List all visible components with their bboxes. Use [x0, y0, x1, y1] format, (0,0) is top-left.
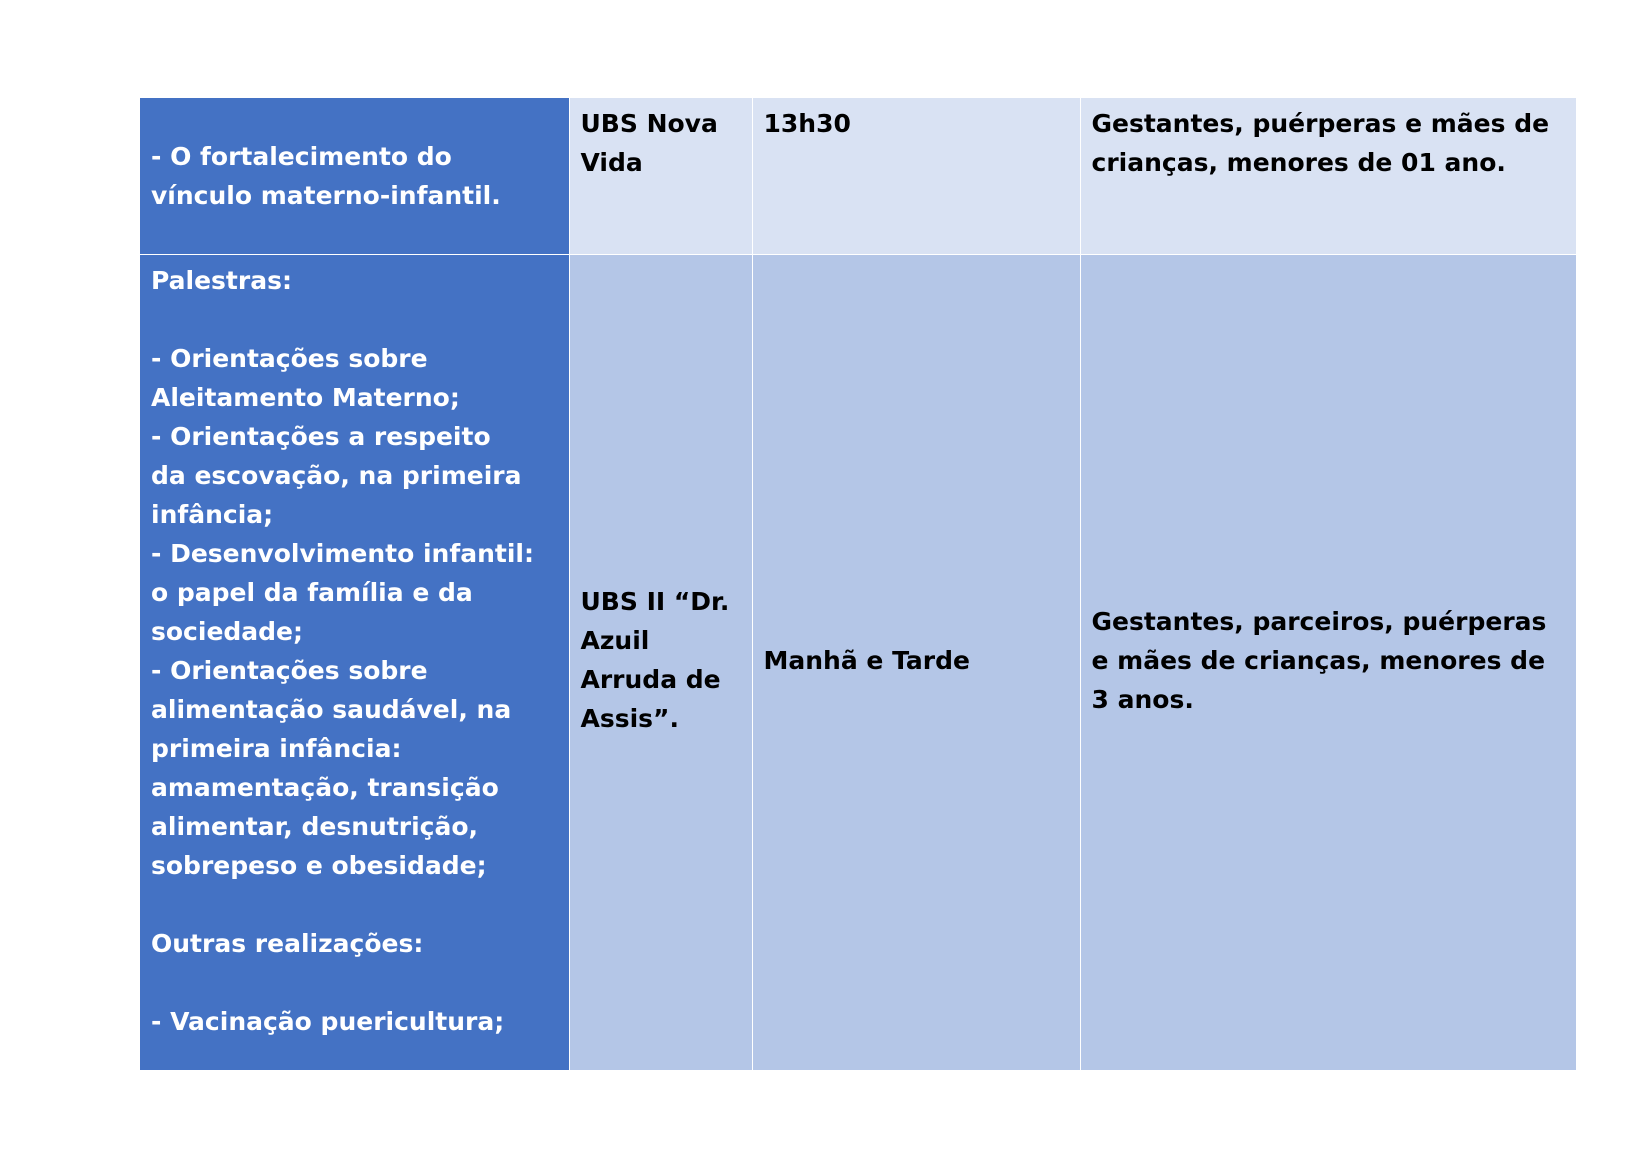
schedule-table — [140, 98, 1576, 1070]
table-row — [140, 254, 1576, 1070]
activity-line: infância; — [151, 499, 274, 529]
lectures-heading: Palestras: — [151, 265, 292, 295]
spacer — [151, 885, 558, 924]
audience-text: Gestantes, parceiros, puérperas e mães de crianças, menores de 3 anos. — [1091, 606, 1547, 714]
location-text: UBS II “Dr. Azuil Arruda de Assis”. — [580, 587, 730, 734]
activity-line: - Orientações sobre — [151, 343, 428, 373]
activity-line: - Orientações a respeito — [151, 421, 491, 451]
activity-line: alimentar, desnutrição, — [151, 811, 479, 841]
time-cell — [752, 254, 1080, 1070]
activity-line: amamentação, transição — [151, 772, 499, 802]
activity-line: - Desenvolvimento infantil: — [151, 538, 534, 568]
activity-line: - O fortalecimento do — [151, 141, 452, 171]
audience-text: Gestantes, puérperas e mães de crianças, menores de 01 ano. — [1091, 109, 1550, 177]
spacer — [151, 963, 558, 1002]
activity-line: - Orientações sobre — [151, 655, 428, 685]
activity-line: da escovação, na primeira — [151, 460, 522, 490]
other-heading: Outras realizações: — [151, 928, 424, 958]
location-text: UBS Nova Vida — [580, 109, 718, 177]
activity-line: - Vacinação puericultura; — [151, 1006, 505, 1036]
activity-line: Aleitamento Materno; — [151, 382, 460, 412]
activity-cell — [140, 254, 569, 1070]
audience-cell — [1080, 254, 1576, 1070]
spacer — [151, 300, 558, 339]
time-text: Manhã e Tarde — [763, 645, 970, 675]
activity-line: vínculo materno-infantil. — [151, 180, 501, 210]
activity-line: sobrepeso e obesidade; — [151, 850, 487, 880]
activity-line: alimentação saudável, na — [151, 694, 512, 724]
table-row — [140, 98, 1576, 254]
time-cell — [752, 98, 1080, 254]
activity-line: o papel da família e da — [151, 577, 473, 607]
activity-cell — [140, 98, 569, 254]
activity-line: sociedade; — [151, 616, 304, 646]
location-cell — [569, 98, 752, 254]
activity-line: primeira infância: — [151, 733, 402, 763]
time-text: 13h30 — [763, 109, 851, 138]
audience-cell — [1080, 98, 1576, 254]
location-cell — [569, 254, 752, 1070]
